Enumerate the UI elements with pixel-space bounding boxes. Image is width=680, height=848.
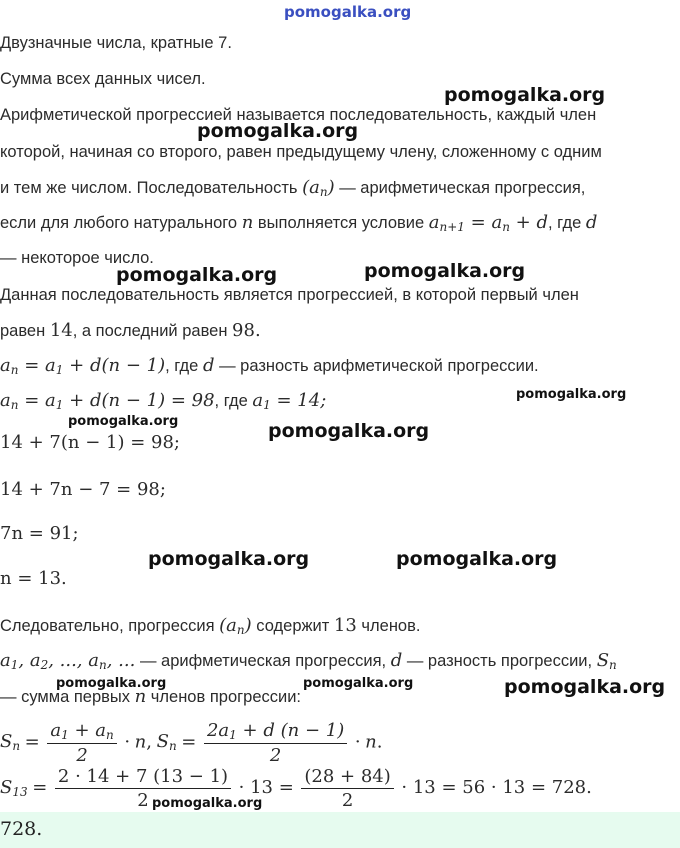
task-line-2: Сумма всех данных чисел. [0,70,206,88]
watermark: pomogalka.org [68,414,179,429]
sequence-line-2: — сумма первых n членов прогрессии: [0,686,302,707]
conclusion-line: Следовательно, прогрессия $(a_n)$ содержит 13 членов. [0,615,421,637]
definition-line-2: которой, начиная со второго, равен предыдущему члену, сложенному с одним [0,143,602,161]
equation-3: 7n = 91; [0,523,79,544]
definition-line-1: Арифметической прогрессией называется последовательность, каждый член [0,106,597,124]
watermark: pomogalka.org [516,387,627,402]
formula-line-1: $a_n = a_1 + d(n - 1)$, где d — разность арифметической прогрессии. [0,355,539,377]
answer-block [0,812,680,848]
watermark: pomogalka.org [116,264,278,286]
watermark: pomogalka.org [396,548,558,570]
progression-line-2: равен 14, а последний равен 98. [0,320,261,341]
equation-1: 14 + 7(n − 1) = 98; [0,432,180,453]
watermark-top[interactable]: pomogalka.org [284,3,412,21]
watermark: pomogalka.org [303,676,414,691]
watermark: pomogalka.org [268,420,430,442]
equation-4: n = 13. [0,568,67,589]
task-line-1: Двузначные числа, кратные 7. [0,34,232,52]
watermark: pomogalka.org [504,676,666,698]
watermark: pomogalka.org [364,260,526,282]
progression-line-1: Данная последовательность является прогрессией, в которой первый член [0,286,579,304]
watermark: pomogalka.org [148,548,310,570]
definition-line-4: если для любого натурального n выполняется условие $a_{n+1} = a_n + d$, где d [0,212,598,234]
watermark: pomogalka.org [152,796,263,811]
definition-line-3: и тем же числом. Последовательность $(a_n)$ — арифметическая прогрессия, [0,177,586,199]
watermark: pomogalka.org [197,120,359,142]
watermark: pomogalka.org [444,84,606,106]
sum-calculation: $S_{13}$ = $\frac{2 \cdot 14 + 7 (13 - 1)}{2}$ · 13 = $\frac{(28 + 84)}{2}$ · 13 = 56 · 13 = 728. [0,766,592,811]
equation-2: 14 + 7n − 7 = 98; [0,479,166,500]
answer-value: 728. [0,818,43,840]
sequence-line-1: $a_1$, $a_2$, ..., $a_n$, ... — арифметическая прогрессия, d — разность прогрессии, $S_n$ [0,650,617,672]
watermark: pomogalka.org [56,676,167,691]
formula-line-2: $a_n = a_1 + d(n - 1) = 98$, где $a_1 = 14$; [0,390,327,412]
sum-formula: $S_n$ = $\frac{a_1 + a_n}{2}$ · n, $S_n$ = $\frac{2a_1 + d (n - 1)}{2}$ · n. [0,720,383,766]
definition-line-5: — некоторое число. [0,249,154,267]
